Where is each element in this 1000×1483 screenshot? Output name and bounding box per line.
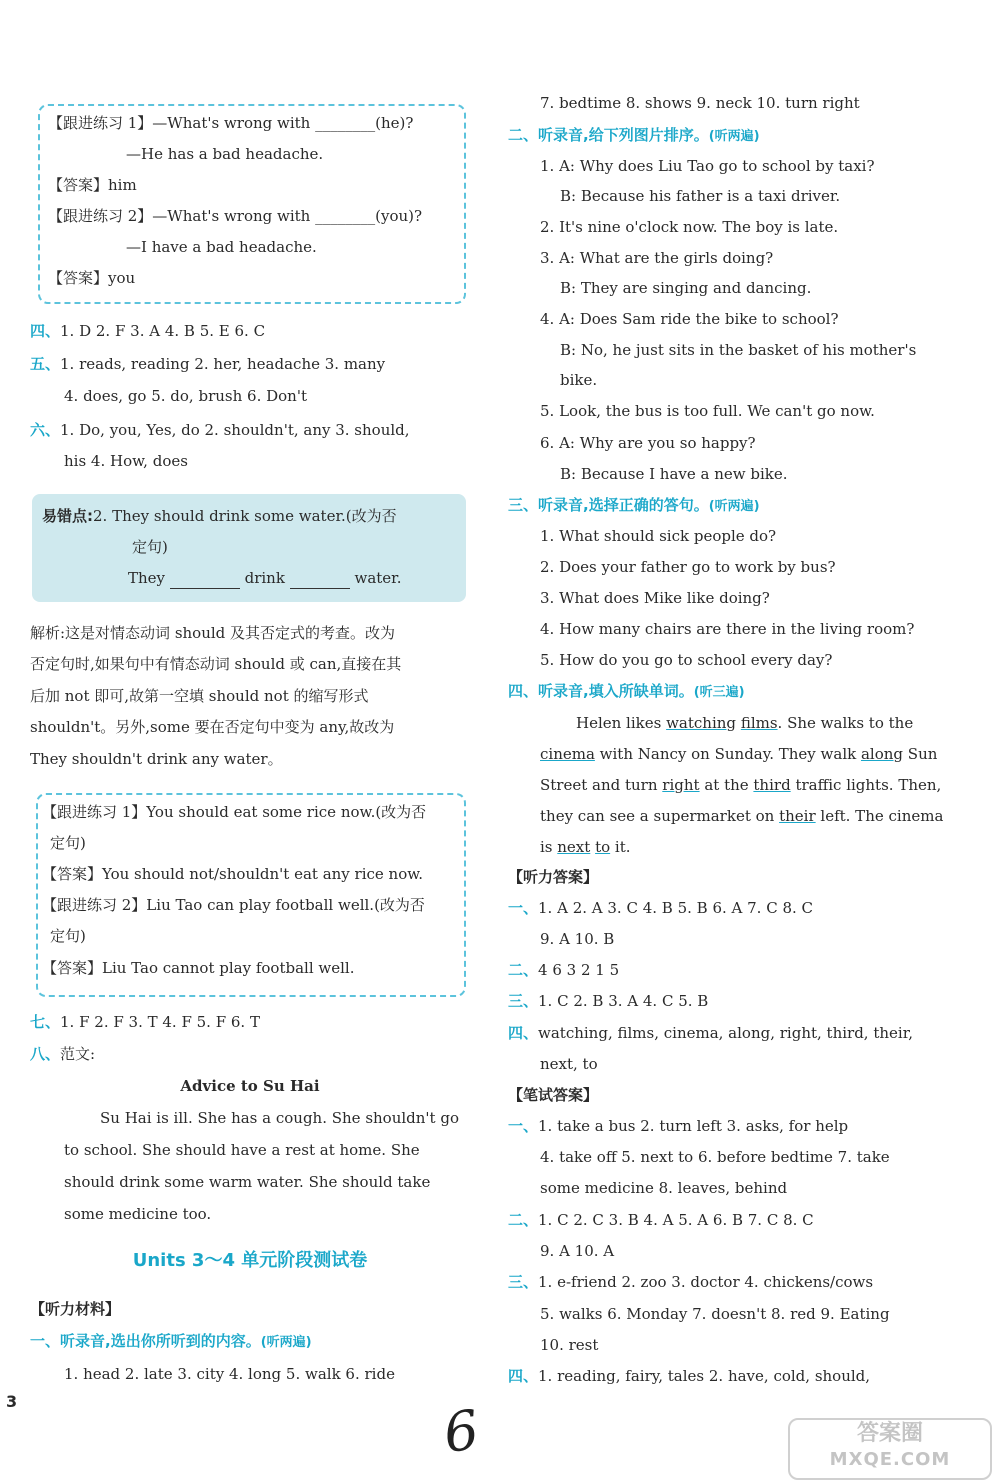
analysis-line: shouldn't。另外,some 要在否定句中变为 any,故改为 xyxy=(30,718,395,736)
dialog-line: B: They are singing and dancing. xyxy=(560,279,812,297)
written-answer-2: 二、1. C 2. C 3. B 4. A 5. A 6. B 7. C 8. C xyxy=(508,1211,814,1229)
essay-line: should drink some warm water. She should take xyxy=(64,1173,431,1191)
written-answer-4: 四、1. reading, fairy, tales 2. have, cold, should, xyxy=(508,1367,871,1385)
section-8: 八、范文: xyxy=(30,1045,96,1063)
box2-line: 定句) xyxy=(50,927,86,945)
written-answer-3: 三、1. e-friend 2. zoo 3. doctor 4. chickens/cows xyxy=(508,1273,874,1291)
question-3-heading: 三、听录音,选择正确的答句。(听两遍) xyxy=(508,496,760,514)
written-answers-heading: 【笔试答案】 xyxy=(508,1086,599,1104)
essay-title: Advice to Su Hai xyxy=(180,1077,320,1095)
dialog-line: 3. A: What are the girls doing? xyxy=(540,249,774,267)
dialog-line: 2. It's nine o'clock now. The boy is late. xyxy=(540,218,839,236)
question-4-heading: 四、听录音,填入所缺单词。(听三遍) xyxy=(508,682,745,700)
box1-line: —He has a bad headache. xyxy=(126,145,324,163)
analysis-line: 否定句时,如果句中有情态动词 should 或 can,直接在其 xyxy=(30,655,402,673)
box1-line: 【跟进练习 2】—What's wrong with ________(you)? xyxy=(48,207,423,225)
section-6: 六、1. Do, you, Yes, do 2. shouldn't, any 3. should, xyxy=(30,421,410,439)
listening-answer-4-line2: next, to xyxy=(540,1055,598,1073)
error-point-line3: They drink water. xyxy=(128,569,402,587)
section-5-line2: 4. does, go 5. do, brush 6. Don't xyxy=(64,387,307,405)
analysis-line: 后加 not 即可,故第一空填 should not 的缩写形式 xyxy=(30,687,369,705)
section-5: 五、1. reads, reading 2. her, headache 3. many xyxy=(30,355,386,373)
listening-answers-heading: 【听力答案】 xyxy=(508,868,599,886)
written-answer-3-line3: 10. rest xyxy=(540,1336,599,1354)
analysis-line: They shouldn't drink any water。 xyxy=(30,750,283,768)
written-answer-1: 一、1. take a bus 2. turn left 3. asks, for help xyxy=(508,1117,849,1135)
listening-answer-1: 一、1. A 2. A 3. C 4. B 5. B 6. A 7. C 8. C xyxy=(508,899,814,917)
dialog-line: B: No, he just sits in the basket of his mother's xyxy=(560,341,917,359)
box2-line: 定句) xyxy=(50,834,86,852)
section-7: 七、1. F 2. F 3. T 4. F 5. F 6. T xyxy=(30,1013,260,1031)
question-line: 2. Does your father go to work by bus? xyxy=(540,558,836,576)
question-1-items: 1. head 2. late 3. city 4. long 5. walk 6. ride xyxy=(64,1365,395,1383)
listening-answer-1-line2: 9. A 10. B xyxy=(540,930,615,948)
box1-line: 【答案】you xyxy=(48,269,136,287)
passage-line: cinema with Nancy on Sunday. They walk along Sun xyxy=(540,745,938,763)
listening-material-heading: 【听力材料】 xyxy=(30,1300,121,1318)
dialog-line: 1. A: Why does Liu Tao go to school by taxi? xyxy=(540,157,875,175)
written-answer-2-line2: 9. A 10. A xyxy=(540,1242,615,1260)
essay-line: some medicine too. xyxy=(64,1205,212,1223)
listening-answer-2: 二、4 6 3 2 1 5 xyxy=(508,961,620,979)
error-point-line2: 定句) xyxy=(132,538,168,556)
watermark-text-top: 答案圈 xyxy=(856,1421,923,1446)
question-1-heading: 一、听录音,选出你所听到的内容。(听两遍) xyxy=(30,1332,312,1350)
box2-line: 【答案】You should not/shouldn't eat any rice now. xyxy=(42,865,424,883)
question-line: 3. What does Mike like doing? xyxy=(540,589,770,607)
listening-answer-4: 四、watching, films, cinema, along, right, third, their, xyxy=(508,1024,913,1042)
written-answer-1-line3: some medicine 8. leaves, behind xyxy=(540,1179,788,1197)
question-line: 4. How many chairs are there in the living room? xyxy=(540,620,915,638)
dialog-line: 5. Look, the bus is too full. We can't go now. xyxy=(540,402,875,420)
passage-line: is next to it. xyxy=(540,838,631,856)
handwritten-mark: 6 xyxy=(439,1397,483,1466)
watermark-logo xyxy=(788,1418,992,1480)
essay-line: to school. She should have a rest at home. She xyxy=(64,1141,420,1159)
dialog-line: 4. A: Does Sam ride the bike to school? xyxy=(540,310,839,328)
listening-answer-3: 三、1. C 2. B 3. A 4. C 5. B xyxy=(508,992,709,1010)
dialog-line: B: Because his father is a taxi driver. xyxy=(560,187,841,205)
question-2-heading: 二、听录音,给下列图片排序。(听两遍) xyxy=(508,126,760,144)
dialog-line: B: Because I have a new bike. xyxy=(560,465,788,483)
section-4: 四、1. D 2. F 3. A 4. B 5. E 6. C xyxy=(30,322,266,340)
unit-test-title: Units 3～4 单元阶段测试卷 xyxy=(132,1250,368,1271)
essay-line: Su Hai is ill. She has a cough. She shouldn't go xyxy=(100,1109,459,1127)
watermark-text-bottom: MXQE.COM xyxy=(829,1449,951,1470)
passage-line: Street and turn right at the third traffic lights. Then, xyxy=(540,776,942,794)
passage-line: they can see a supermarket on their left. The cinema xyxy=(540,807,944,825)
box1-line: 【答案】him xyxy=(48,176,137,194)
page-number: 3 xyxy=(6,1392,18,1411)
box1-line: —I have a bad headache. xyxy=(126,238,317,256)
question-line: 1. What should sick people do? xyxy=(540,527,777,545)
written-answer-3-line2: 5. walks 6. Monday 7. doesn't 8. red 9. Eating xyxy=(540,1305,890,1323)
box1-line: 【跟进练习 1】—What's wrong with ________(he)? xyxy=(48,114,414,132)
written-answer-1-line2: 4. take off 5. next to 6. before bedtime 7. take xyxy=(540,1148,890,1166)
box2-line: 【答案】Liu Tao cannot play football well. xyxy=(42,959,355,977)
passage-line: Helen likes watching films. She walks to the xyxy=(576,714,914,732)
box2-line: 【跟进练习 2】Liu Tao can play football well.(改为否 xyxy=(42,896,425,914)
dialog-line: 6. A: Why are you so happy? xyxy=(540,434,756,452)
dialog-line: bike. xyxy=(560,371,598,389)
box2-line: 【跟进练习 1】You should eat some rice now.(改为否 xyxy=(42,803,427,821)
analysis-line: 解析:这是对情态动词 should 及其否定式的考查。改为 xyxy=(30,624,396,642)
section-6-line2: his 4. How, does xyxy=(64,452,188,470)
question-line: 5. How do you go to school every day? xyxy=(540,651,833,669)
error-point-line1: 易错点:2. They should drink some water.(改为否 xyxy=(42,507,397,525)
words-continued: 7. bedtime 8. shows 9. neck 10. turn right xyxy=(540,94,860,112)
